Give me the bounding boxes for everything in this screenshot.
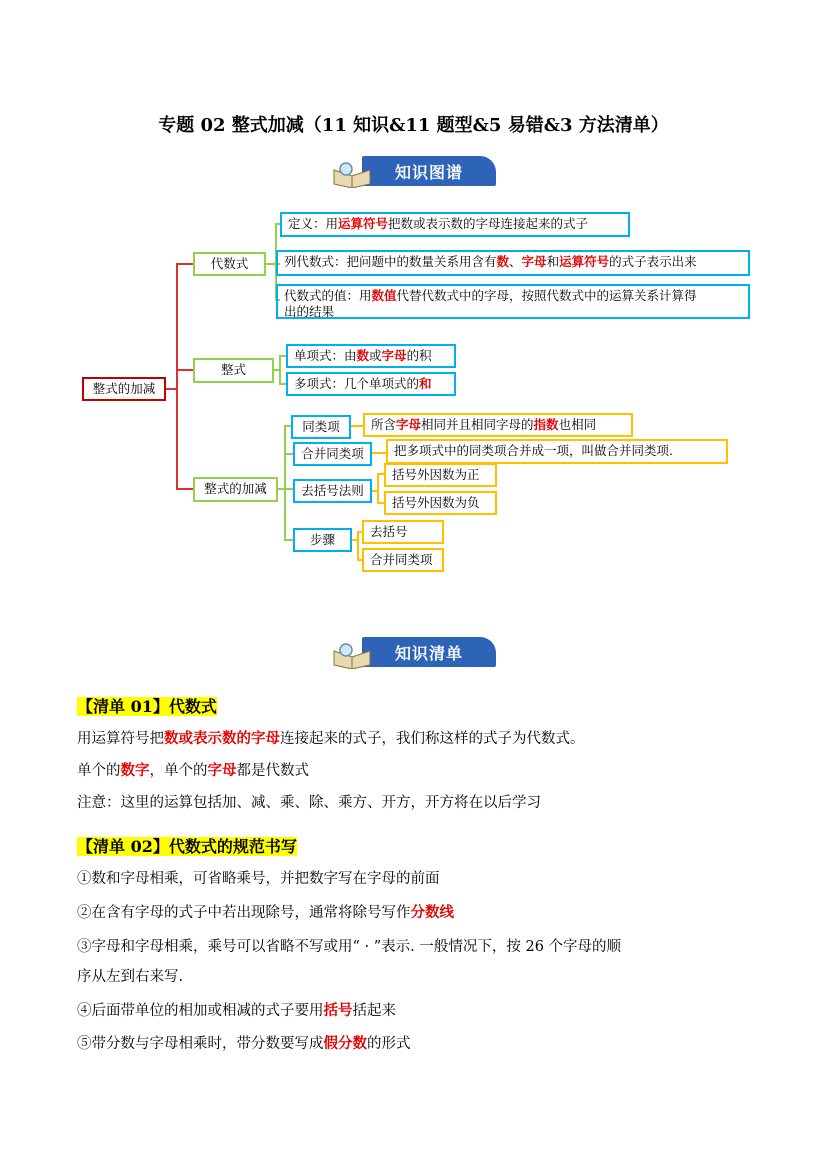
like-terms-node: 同类项 xyxy=(291,415,351,439)
book-icon xyxy=(332,641,372,669)
rule-3-line-1: ③字母和字母相乘，乘号可以省略不写或用“ · ”表示. 一般情况下，按 26 个字母的顺 xyxy=(77,939,622,955)
mindmap-root: 整式的加减 xyxy=(82,377,166,401)
rule-5: ⑤带分数与字母相乘时，带分数要写成假分数的形式 xyxy=(77,1035,411,1052)
knowledge-list-banner xyxy=(332,629,498,671)
definition-box: 定义：用运算符号把数或表示数的字母连接起来的式子 xyxy=(280,212,630,237)
remove-brackets-rule-node: 去括号法则 xyxy=(293,479,372,503)
rule-2: ②在含有字母的式子中若出现除号，通常将除号写作分数线 xyxy=(77,904,454,921)
forming-expression-box: 列代数式：把问题中的数量关系用含有数、字母和运算符号的式子表示出来 xyxy=(276,250,750,276)
monomial-box: 单项式：由数或字母的积 xyxy=(286,344,456,368)
page-title: 专题 02 整式加减（11 知识&11 题型&5 易错&3 方法清单） xyxy=(158,115,669,136)
multinomial-box: 多项式：几个单项式的和 xyxy=(286,372,456,396)
step-combine-like-terms: 合并同类项 xyxy=(362,548,444,572)
combine-like-terms-desc: 把多项式中的同类项合并成一项，叫做合并同类项. xyxy=(386,439,728,464)
step-remove-brackets: 去括号 xyxy=(362,520,444,544)
rule-4: ④后面带单位的相加或相减的式子要用括号括起来 xyxy=(77,1002,396,1019)
section-01-note: 注意：这里的运算包括加、减、乘、除、乘方、开方，开方将在以后学习 xyxy=(77,795,541,811)
section-01-paragraph-2: 单个的数字，单个的字母都是代数式 xyxy=(77,762,309,779)
steps-node: 步骤 xyxy=(293,528,352,552)
combine-like-terms-node: 合并同类项 xyxy=(293,442,372,466)
like-terms-desc: 所含字母相同并且相同字母的指数也相同 xyxy=(363,413,633,437)
banner-label: 知识清单 xyxy=(394,644,463,663)
section-02-heading: 【清单 02】代数式的规范书写 xyxy=(77,837,297,856)
expression-value-box: 代数式的值：用数值代替代数式中的字母，按照代数式中的运算关系计算得 出的结果 xyxy=(276,284,750,319)
branch-algebraic-expression: 代数式 xyxy=(193,252,266,276)
banner-label: 知识图谱 xyxy=(394,163,463,182)
branch-addition-subtraction: 整式的加减 xyxy=(193,477,278,502)
positive-factor-box: 括号外因数为正 xyxy=(384,463,497,487)
rule-3-line-2: 序从左到右来写. xyxy=(77,969,184,985)
branch-polynomial: 整式 xyxy=(193,358,274,383)
section-01-paragraph-1: 用运算符号把数或表示数的字母连接起来的式子，我们称这样的式子为代数式。 xyxy=(77,730,585,747)
negative-factor-box: 括号外因数为负 xyxy=(384,491,497,515)
rule-1: ①数和字母相乘，可省略乘号，并把数字写在字母的前面 xyxy=(77,871,440,887)
section-01-heading: 【清单 01】代数式 xyxy=(77,697,217,716)
